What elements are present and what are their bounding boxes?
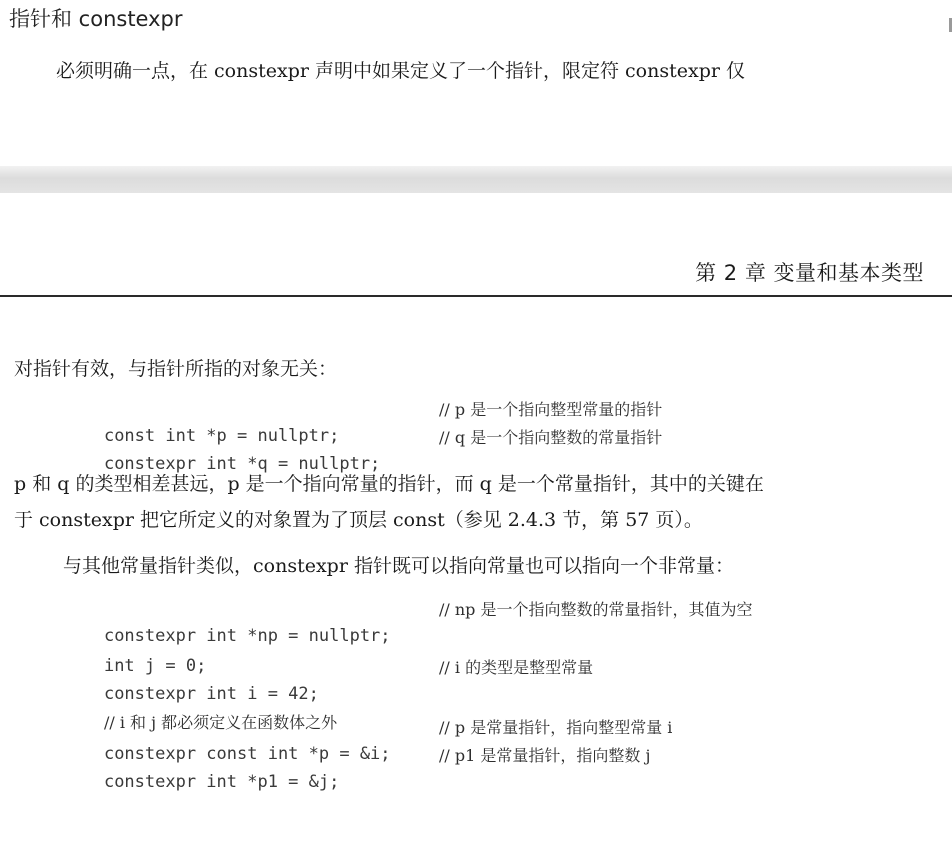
- code-comment: // p 是一个指向整型常量的指针: [439, 400, 663, 419]
- code-text: constexpr const int *p = &i;: [103, 744, 391, 764]
- code-comment: // p 是常量指针，指向整型常量 i: [439, 718, 673, 737]
- paragraph-continuation: 对指针有效，与指针所指的对象无关：: [14, 358, 338, 380]
- previous-page-fragment: [0, 0, 952, 166]
- page-separator: [0, 166, 952, 193]
- code-comment-line: // i 和 j 都必须定义在函数体之外: [103, 713, 338, 732]
- paragraph-line: 与其他常量指针类似，constexpr 指针既可以指向常量也可以指向一个非常量：: [63, 555, 734, 577]
- code-text: constexpr int *p1 = &j;: [103, 772, 340, 792]
- paragraph-line: p 和 q 的类型相差甚远，p 是一个指向常量的指针，而 q 是一个常量指针，其中的关键在: [14, 473, 764, 495]
- chapter-header: [0, 252, 952, 296]
- code-comment: // q 是一个指向整数的常量指针: [439, 428, 663, 447]
- code-comment: // i 的类型是整型常量: [439, 658, 594, 677]
- code-line: [63, 743, 651, 847]
- header-rule: [0, 295, 952, 297]
- code-comment: // np 是一个指向整数的常量指针，其值为空: [439, 600, 753, 619]
- code-text: int j = 0;: [103, 656, 207, 676]
- code-text: constexpr int *q = nullptr;: [103, 454, 381, 474]
- chapter-title: 第 2 章 变量和基本类型: [695, 261, 924, 285]
- section-heading: 指针和 constexpr: [9, 7, 183, 31]
- intro-paragraph: 必须明确一点，在 constexpr 声明中如果定义了一个指针，限定符 constexpr 仅: [56, 60, 745, 82]
- code-comment: // p1 是常量指针，指向整数 j: [439, 746, 651, 765]
- code-text: const int *p = nullptr;: [103, 426, 340, 446]
- code-text: constexpr int *np = nullptr;: [103, 626, 391, 646]
- code-text: constexpr int i = 42;: [103, 684, 319, 704]
- paragraph-line: 于 constexpr 把它所定义的对象置为了顶层 const（参见 2.4.3 节，第 57 页）。: [14, 509, 703, 531]
